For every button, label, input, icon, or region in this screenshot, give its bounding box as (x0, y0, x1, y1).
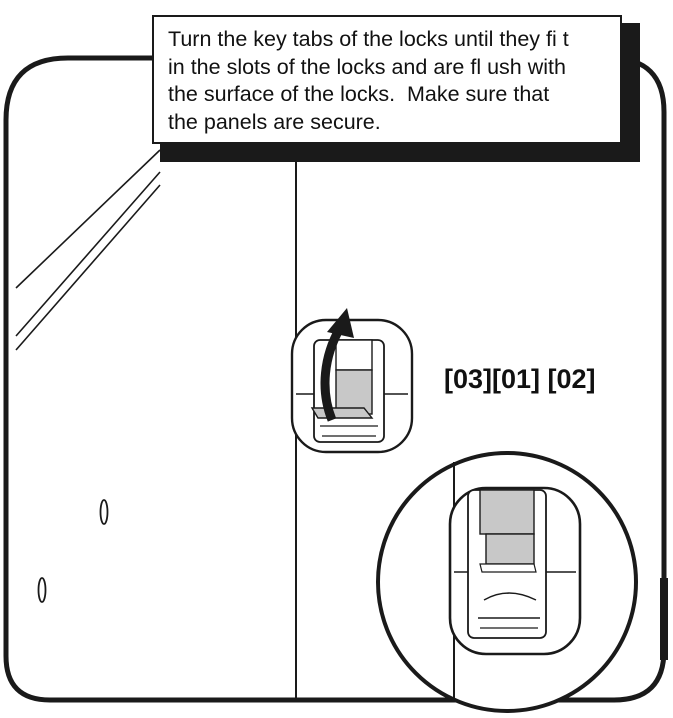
panel-bevel (16, 150, 160, 350)
instruction-line: in the slots of the locks and are fl ush with (168, 54, 566, 79)
instruction-line: Turn the key tabs of the locks until they fi t (168, 27, 569, 51)
instruction-line: the surface of the locks. Make sure that (168, 82, 550, 106)
panel-lock-detail-icon (450, 488, 580, 654)
panel-lock-icon (292, 320, 412, 452)
part-reference-codes: [03][01] [02] (444, 364, 596, 394)
frame-edge (660, 578, 668, 660)
screw-hole (39, 578, 46, 602)
instruction-line: the panels are secure. (168, 109, 381, 134)
instruction-callout (152, 15, 622, 144)
screw-hole (101, 500, 108, 524)
